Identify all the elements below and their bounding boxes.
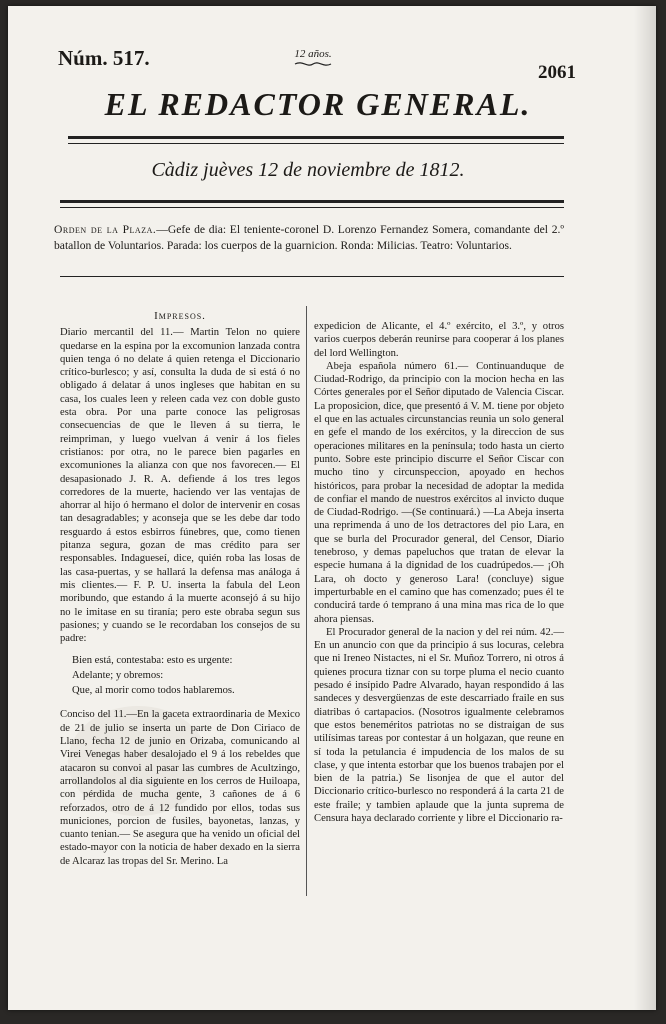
orden-text: —Gefe de dia: El teniente-coronel D. Lorenzo Fernandez Somera, comandante del 2.º batallon de Voluntarios. Parada: los cuerpos de la guarnicion. Ronda: Milicias. Teatro: Voluntarios.	[54, 223, 564, 252]
ornament-icon	[293, 60, 333, 68]
article-conciso: Conciso del 11.—En la gaceta extraordinaria de Mexico de 21 de julio se inserta un parte de Don Ciriaco de Llano, fecha 12 de junio en Orizaba, comunicando al Virei Venegas haber desalojado el 9 á los rebeldes que atacaron su convoi al pasar las cumbres de Acultzingo, arrollandolos al dia siguiente en los cerros de Huiloapa, con pérdida de mucha gente, 3 cañones de á 6 reforzados, otro de á 12 fundido por ellos, todas sus municiones, porcion de fusiles, bayonetas, lanzas, y cuanto tenian.— Se asegura que ha venido un oficial del estado-mayor con la noticia de haber dexado en la sierra de Alcaraz las tropas del Sr. Merino. La	[60, 709, 300, 867]
section-heading-impresos: Impresos.	[154, 310, 206, 322]
section-rule	[60, 276, 564, 277]
article-diario-mercantil: Diario mercantil del 11.— Martin Telon no quiere quedarse en la espina por la excomunion lanzada contra quien tenga ó no delate á quien retenga el Diccionario crítico-burlesco; y así, consulta la duda de si está ó no obligado á delatar á unos ingleses que habitan en su casa, los cuales leen y releen cada vez con doble gusto esta obra. Por una parte conoce las peligrosas consecuencias de que le lleven á su tierra, le reimpriman, y luego vuelvan á venir á los fieles cristianos: por otra, no le parece bien pagarles en excomuniones la alianza con que nos favorecen.— El desapasionado J. R. A. defiende á los tres legos corredores de la muerte, haciendo ver las ventajas de ahorrar al hijo ó hermano el dolor de intervenir en cosas tan desagradables; y aconseja que se les debe dar todo resguardo á estos esbirros fúnebres, que, como tienen pitanza segura, gozan de mas crédito para ser responsables. Indagueseí, dice, quién roba las losas de las casa-puertas, y se hallará la defensa mas análoga á mis clientes.— F. P. U. inserta la fabula del Leon moribundo, que estando á la muerte aconsejó á su hijo no le imitase en su tiranía; pero este obraba segun sus pasiones; y cuando se le recordaban los consejos de su padre:	[60, 327, 300, 645]
newspaper-title: EL REDACTOR GENERAL.	[104, 86, 532, 122]
issue-date: Càdiz juèves 12 de noviembre de 1812.	[151, 159, 465, 181]
year-note-text: 12 años.	[294, 48, 332, 60]
newspaper-page	[8, 6, 656, 1010]
page-folio: 2061	[538, 62, 576, 83]
issue-number: Núm. 517.	[58, 46, 150, 70]
column-divider	[306, 306, 307, 896]
column-left	[60, 310, 300, 868]
verse-block	[60, 653, 300, 698]
article-abeja-espanola: Abeja española número 61.— Continuanduque de Ciudad-Rodrigo, da principio con la mocion hecha en las Córtes generales por el Señor diputado de Valencia Ciscar. La proposicion, dice, que presentó á V. M. tiene por objeto el que en las actuales circunstancias reunia un solo general en gefe el mando de los exércitos, y la direccion de sus operaciones militares en la península; todo hasta un cierto punto. Sobre este principio discurre el Señor Ciscar con mucho tino y circunspeccion, apoyado en hechos históricos, para probar la necesidad de adoptar la medida de confiar el mando de nuestros exércitos al invicto duque de Ciudad-Rodrigo. —(Se continuará.) —La Abeja inserta una reprimenda á uno de los detractores del pio Lara, en que se burla del Procurador general, del Censor, Diario tenebroso, y demas papeluchos que tratan de elevar la especie humana á la dignidad de los cuadrúpedos.— ¡Oh Lara, oh docto y generoso Lara! (concluye) sigue imperturbable en el camino que has comenzado; pues él te conducirá tarde ó temprano á una mina mas rica de lo que ahora piensas.	[314, 360, 564, 625]
verse-line: Que, al morir como todos hablaremos.	[72, 685, 235, 697]
orden-lead: Orden de la Plaza.	[54, 223, 157, 236]
article-expedicion: expedicion de Alicante, el 4.º exército, el 3.º, y otros varios cuerpos deberán reunirse para cooperar á los planes del lord Wellington.	[314, 321, 564, 359]
orden-de-la-plaza	[54, 222, 564, 254]
date-rule	[60, 200, 564, 203]
year-note	[293, 48, 333, 68]
verse-line: Adelante; y obremos:	[72, 670, 164, 682]
date-rule-thin	[60, 207, 564, 208]
title-rule	[68, 136, 564, 139]
verse-line: Bien está, contestaba: esto es urgente:	[72, 655, 233, 667]
article-procurador-general: El Procurador general de la nacion y del rei núm. 42.— En un anuncio con que da principio á sus locuras, celebra que ni Ireneo Nistactes, ni el Sr. Muñoz Torrero, ni otros á quienes procura tiznar con su torpe pluma el necio cuanto pesado é insípido Padre Alvarado, hayan respondido á las sandeces y desvergüenzas de este descarriado fraile en sus diatribas ó cartapacios. (Nosotros igualmente celebramos que estos beneméritos patriotas no se distraigan de sus utilísimas tareas por contestar á un holgazan, que reune en sí toda la petulancia é impudencia de los malos de su clase, y que intenta estorbar que los buenos trabajen por el bien de la patria.) Se lisonjea de que el autor del Diccionario crítico-burlesco no responderá á la carta 21 de este fraile; y tambien aplaude que la junta suprema de Censura haya declarado corriente y libre el Diccionario ra-	[314, 626, 564, 824]
title-rule-thin	[68, 143, 564, 144]
column-right	[314, 320, 564, 825]
